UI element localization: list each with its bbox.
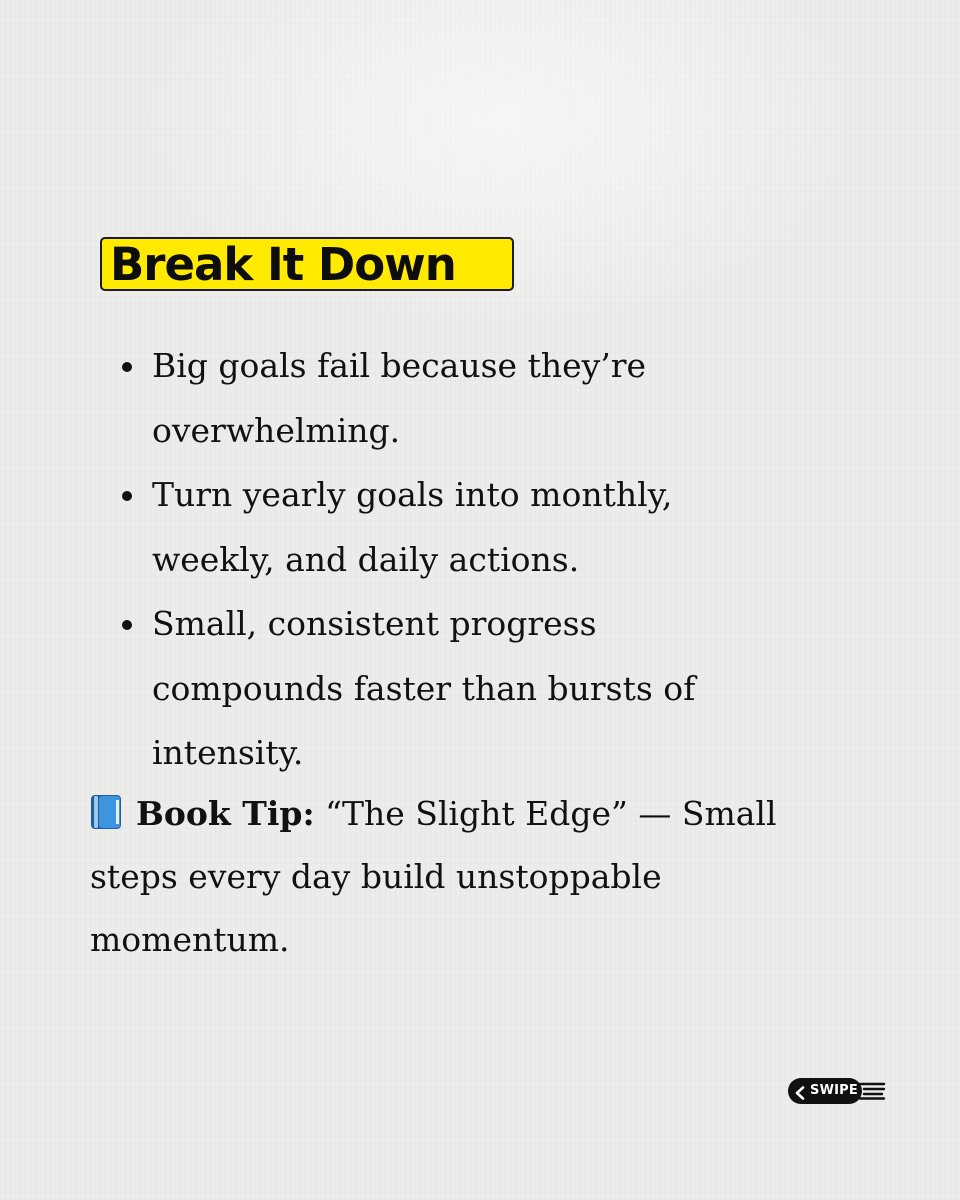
speed-lines-icon [858,1082,886,1100]
book-tip-label: Book Tip [136,794,303,833]
bullet-dot [122,620,132,630]
swipe-pill[interactable] [788,1078,862,1104]
swipe-indicator[interactable] [788,1078,886,1104]
blue-book-icon [90,787,122,823]
book-tip [90,782,790,971]
chevron-left-icon [794,1084,806,1098]
book-tip-text: “The Slight Edge” — Small steps every day build unstoppable momentum. [90,794,777,959]
bullet-text: Turn yearly goals into monthly, weekly, and daily actions. [152,475,673,579]
bullet-item [152,592,792,786]
title-highlight-box [100,237,514,291]
bullet-dot [122,362,132,372]
swipe-label: SWIPE [810,1083,858,1098]
bullet-item [152,334,792,463]
bullet-dot [122,491,132,501]
bullet-text: Big goals fail because they’re overwhelming. [152,346,647,450]
bullet-text: Small, consistent progress compounds faster than bursts of intensity. [152,604,696,772]
bullet-list [152,334,792,786]
bullet-item [152,463,792,592]
book-tip-colon: : [302,794,315,833]
slide-title: Break It Down [110,237,456,291]
